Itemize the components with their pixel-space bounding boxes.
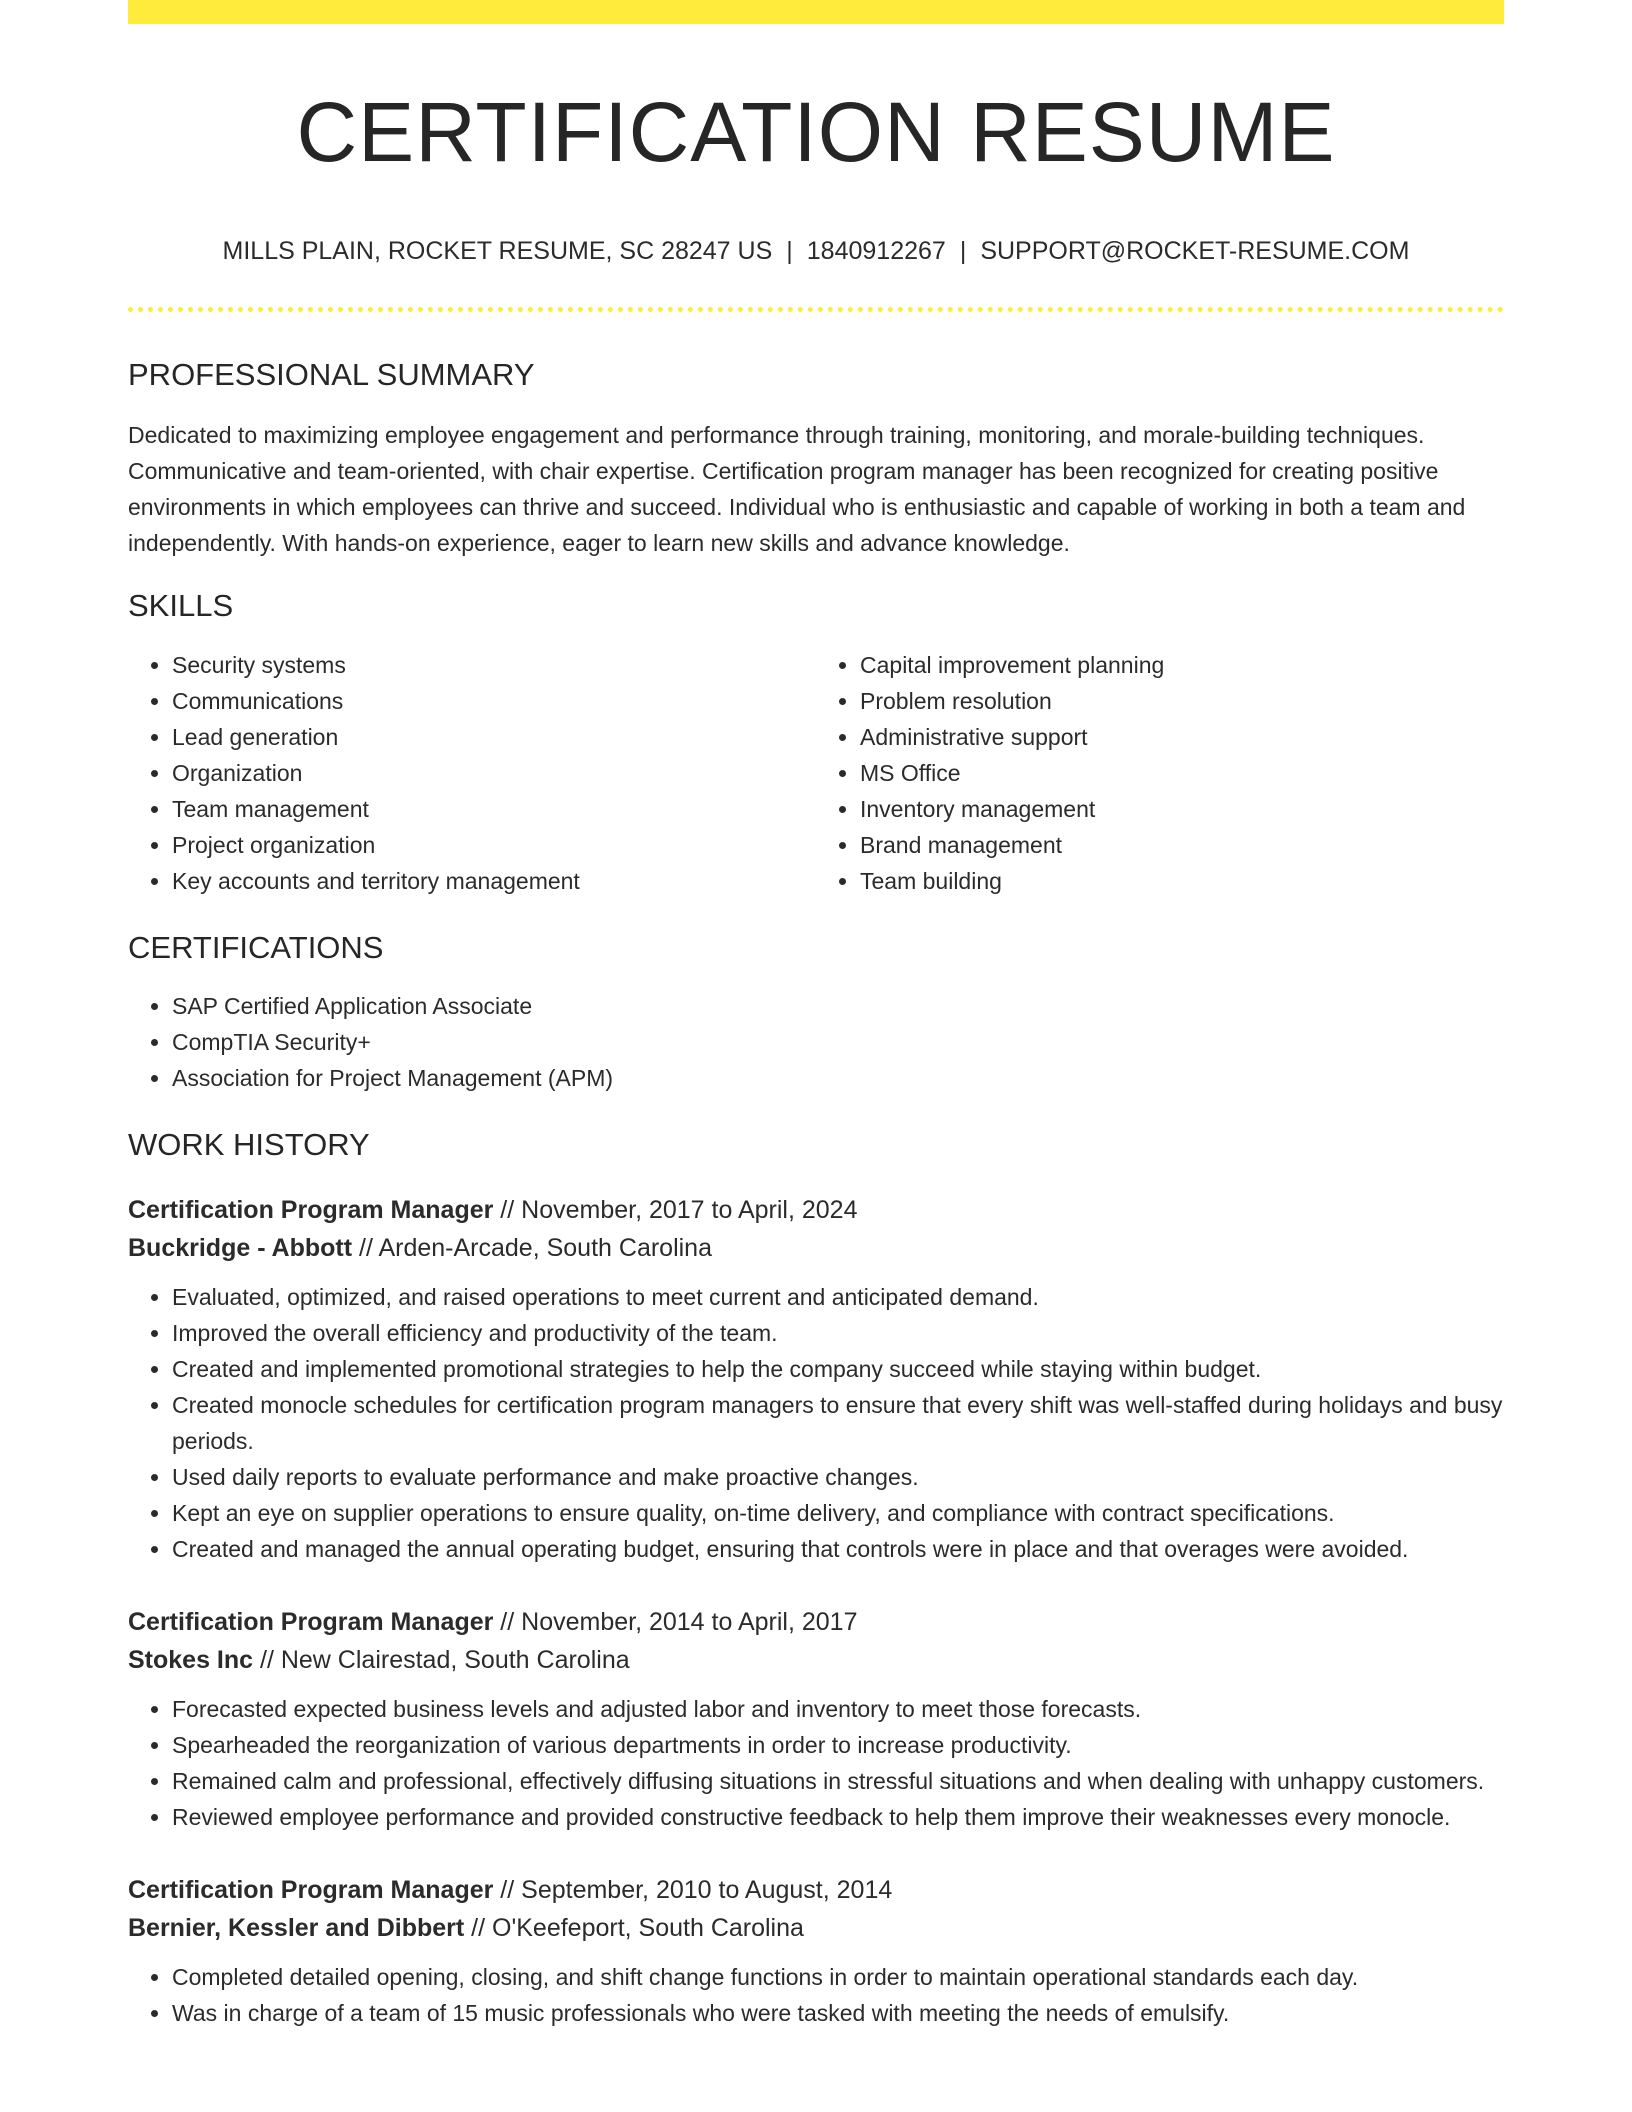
skill-item: • Communications [172,683,816,719]
job-bullets [128,1279,1504,1567]
job-company-line [128,1909,1504,1947]
certifications-section [128,929,1504,1096]
job-title-line [128,1603,1504,1641]
job-bullet: • Reviewed employee performance and provided constructive feedback to help them improve their weaknesses every monocle. [172,1799,1504,1835]
job-title-line [128,1871,1504,1909]
summary-heading: PROFESSIONAL SUMMARY [128,357,535,393]
job-bullet: • Created monocle schedules for certification program managers to ensure that every shift was well-staffed during holidays and busy periods. [172,1387,1504,1459]
job-dates: // September, 2010 to August, 2014 [493,1876,893,1905]
job-location: // Arden-Arcade, South Carolina [352,1234,712,1263]
skill-item: • Lead generation [172,719,816,755]
job-bullets [128,1691,1504,1835]
job-bullet: • Completed detailed opening, closing, and shift change functions in order to maintain operational standards each day. [172,1959,1504,1995]
job-title-line [128,1191,1504,1229]
skill-item: • Capital improvement planning [860,647,1504,683]
job-bullet: • Kept an eye on supplier operations to ensure quality, on-time delivery, and compliance with contract specifications. [172,1495,1504,1531]
job-company: Buckridge - Abbott [128,1234,353,1263]
job-bullet: • Improved the overall efficiency and productivity of the team. [172,1315,1504,1351]
skill-item: • Problem resolution [860,683,1504,719]
skill-item: • Administrative support [860,719,1504,755]
job-bullet: • Used daily reports to evaluate performance and make proactive changes. [172,1459,1504,1495]
accent-top-bar [128,0,1504,24]
resume-name: CERTIFICATION RESUME [296,85,1336,179]
job-bullet: • Created and implemented promotional strategies to help the company succeed while staying within budget. [172,1351,1504,1387]
contact-email[interactable]: SUPPORT@ROCKET-RESUME.COM [980,236,1410,265]
skill-item: • Team building [860,863,1504,899]
job-title: Certification Program Manager [128,1876,494,1905]
skills-right-list [816,647,1504,899]
contact-separator: | [786,236,793,265]
job-bullet: • Was in charge of a team of 15 music professionals who were tasked with meeting the needs of emulsify. [172,1995,1504,2031]
job-bullet: • Spearheaded the reorganization of various departments in order to increase productivity. [172,1727,1504,1763]
job-company: Bernier, Kessler and Dibbert [128,1914,465,1943]
job-location: // O'Keefeport, South Carolina [464,1914,804,1943]
skills-heading: SKILLS [128,588,234,624]
skill-item: • Key accounts and territory management [172,863,816,899]
job-bullets [128,1959,1504,2031]
job-entry [128,1871,1504,2031]
contact-phone: 1840912267 [806,236,946,265]
certification-item: • CompTIA Security+ [172,1024,1504,1060]
contact-line [128,235,1504,268]
skill-item: • Brand management [860,827,1504,863]
job-dates: // November, 2014 to April, 2017 [493,1608,858,1637]
job-bullet: • Evaluated, optimized, and raised operations to meet current and anticipated demand. [172,1279,1504,1315]
summary-section [128,356,1504,561]
job-entry [128,1191,1504,1567]
job-title: Certification Program Manager [128,1196,494,1225]
job-location: // New Clairestad, South Carolina [253,1646,630,1675]
work-history-heading: WORK HISTORY [128,1126,370,1162]
skills-left-list [128,647,816,899]
dotted-divider [128,307,1504,312]
job-bullet: • Remained calm and professional, effectively diffusing situations in stressful situations and when dealing with unhappy customers. [172,1763,1504,1799]
job-title: Certification Program Manager [128,1608,494,1637]
skill-item: • Project organization [172,827,816,863]
job-bullet: • Created and managed the annual operating budget, ensuring that controls were in place and that overages were avoided. [172,1531,1504,1567]
skill-item: • Security systems [172,647,816,683]
skill-item: • Inventory management [860,791,1504,827]
contact-address: MILLS PLAIN, ROCKET RESUME, SC 28247 US [222,236,773,265]
skills-section [128,587,1504,898]
job-company: Stokes Inc [128,1646,254,1675]
work-history-section [128,1126,1504,2031]
skills-columns [128,647,1504,899]
skill-item: • Organization [172,755,816,791]
certification-item: • SAP Certified Application Associate [172,988,1504,1024]
job-entry [128,1603,1504,1835]
contact-separator: | [959,236,967,265]
resume-page [128,0,1504,2031]
job-bullet: • Forecasted expected business levels and adjusted labor and inventory to meet those forecasts. [172,1691,1504,1727]
job-company-line [128,1641,1504,1679]
certification-item: • Association for Project Management (APM) [172,1060,1504,1096]
job-company-line [128,1229,1504,1267]
job-dates: // November, 2017 to April, 2024 [493,1196,858,1225]
skill-item: • Team management [172,791,816,827]
certifications-list [128,988,1504,1096]
certifications-heading: CERTIFICATIONS [128,929,384,965]
skill-item: • MS Office [860,755,1504,791]
summary-text: Dedicated to maximizing employee engagement and performance through training, monitoring, and morale-building techniques. Communicative and team-oriented, with chair expertise. Certification program manager has been recognized for creating positive environments in which employees can thrive and succeed. Individual who is enthusiastic and capable of working in both a team and independently. With hands-on experience, eager to learn new skills and advance knowledge. [128,422,1466,557]
